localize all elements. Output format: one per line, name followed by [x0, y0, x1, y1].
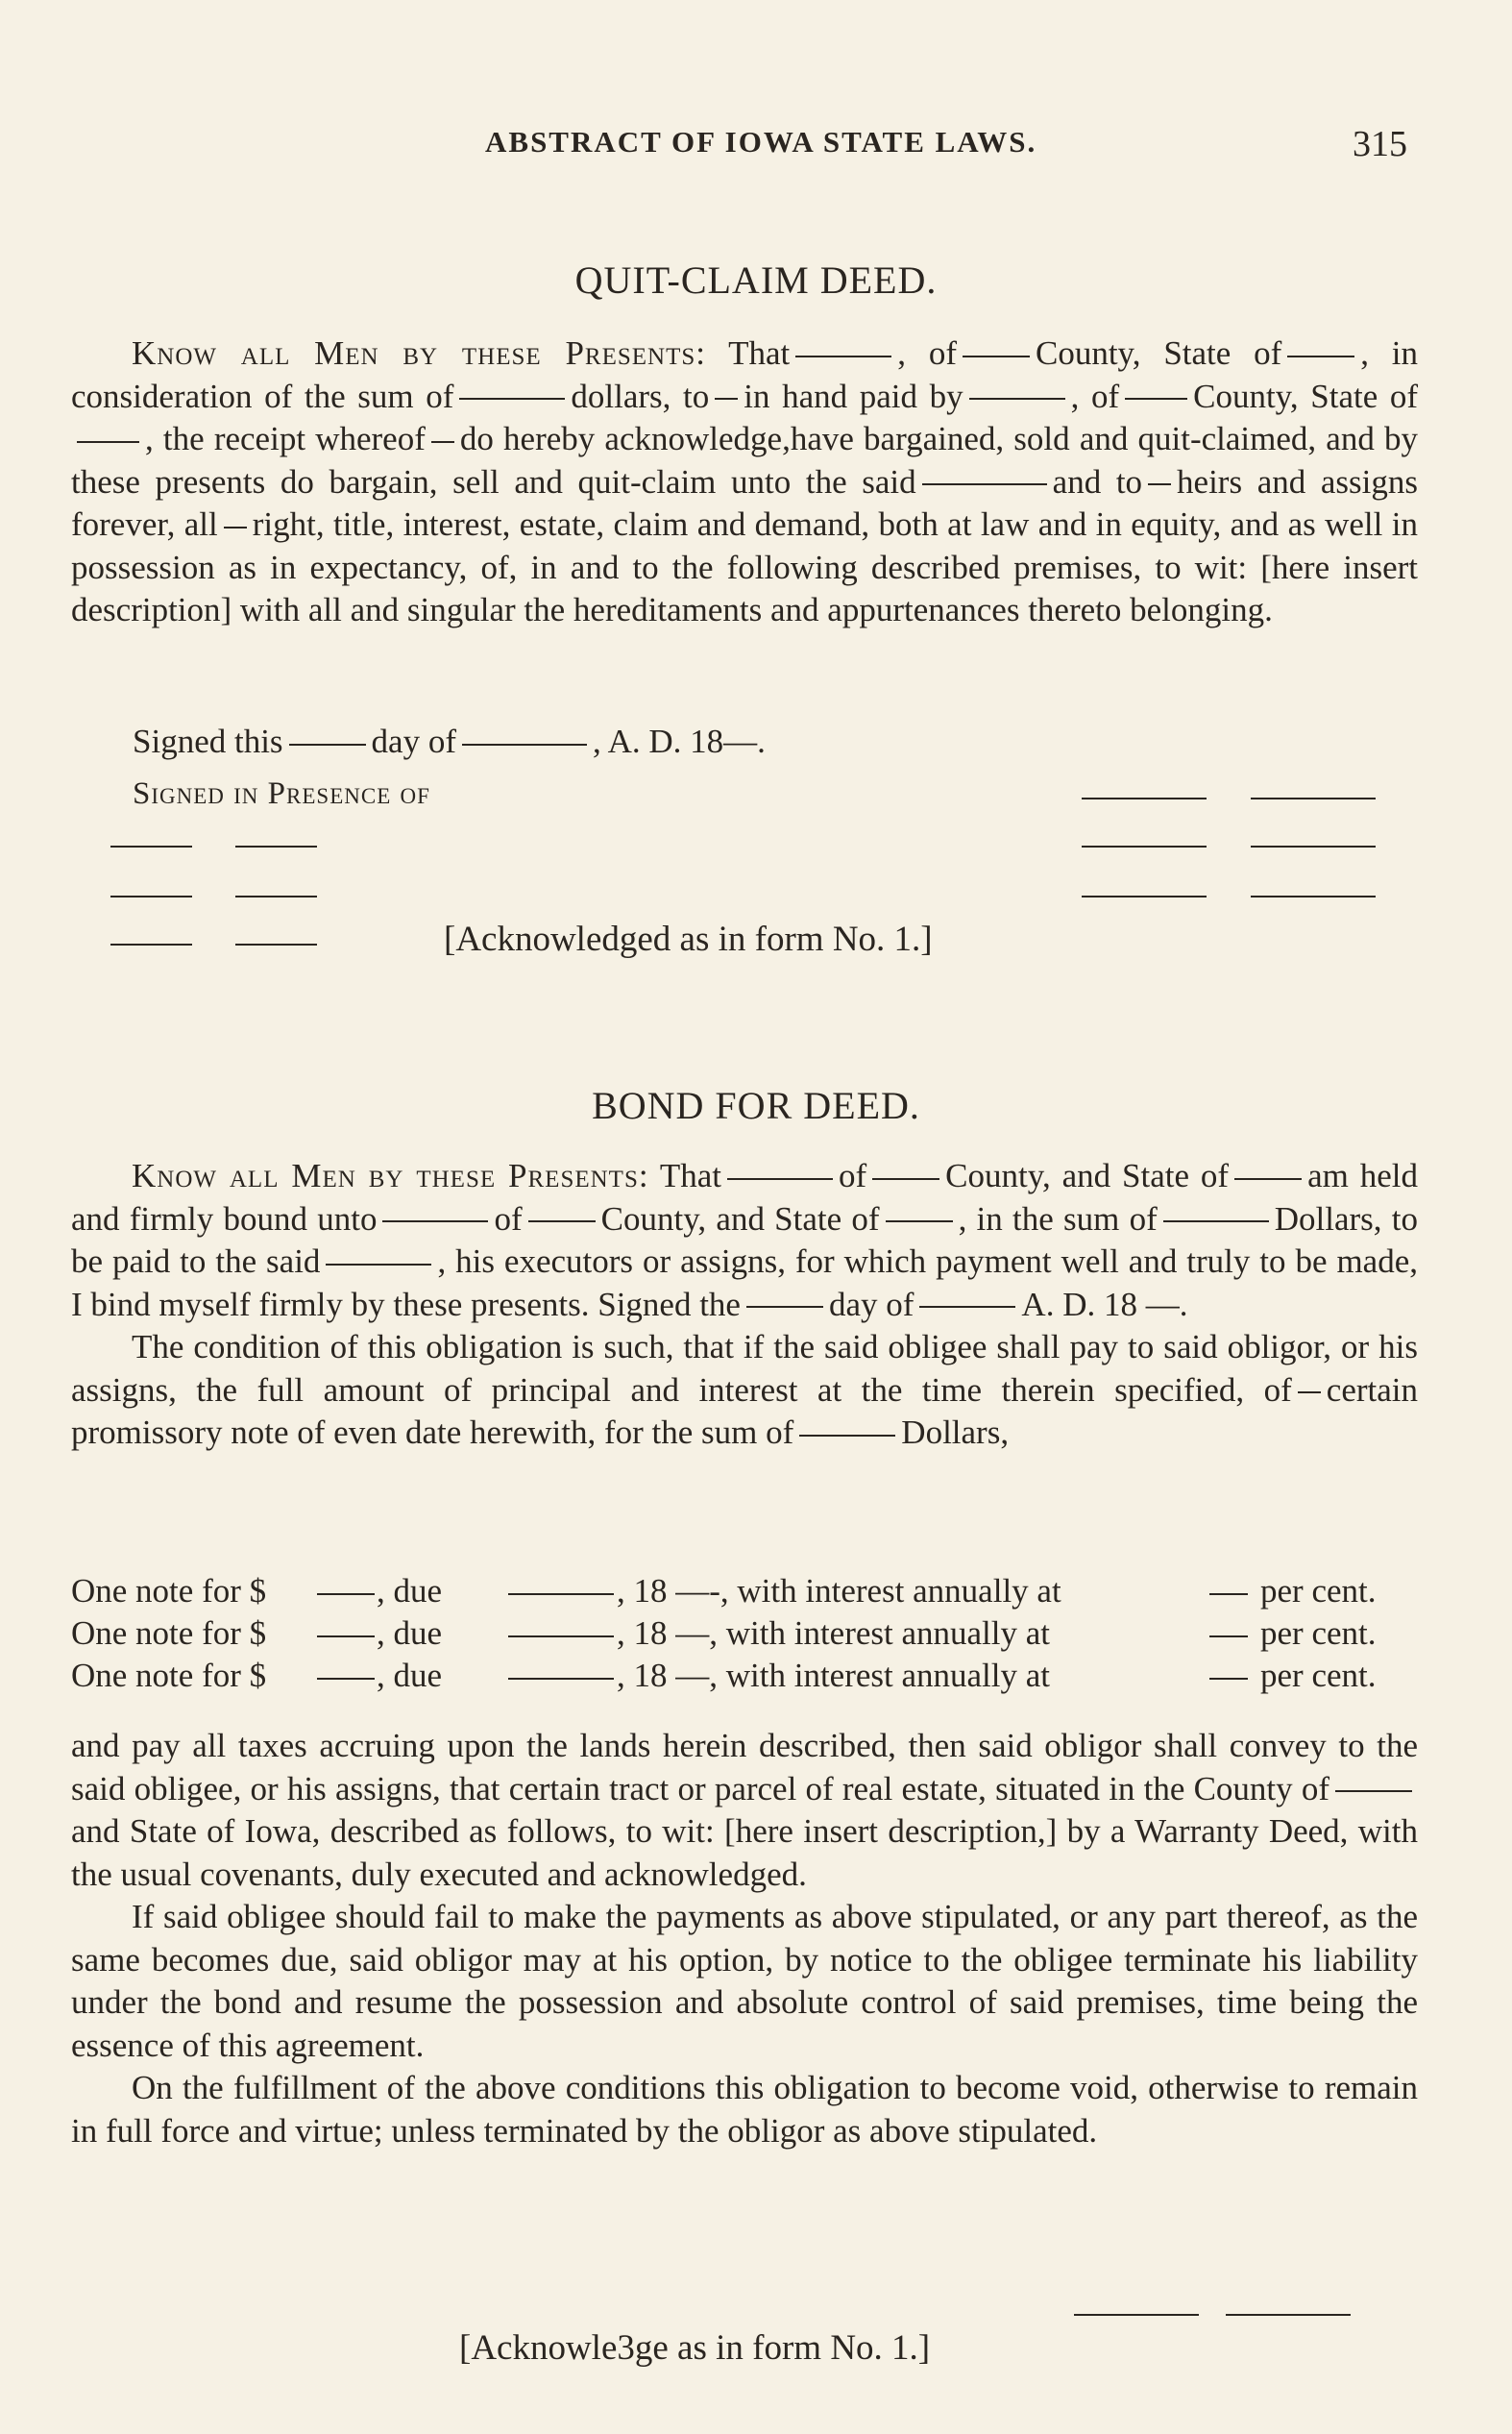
text-run: One note for $ — [71, 1572, 267, 1610]
text-run: and State of Iowa, described as follows, to wit: [here insert description,] by a Warranty Deed, with the usual covenants, duly executed and acknowledged. — [71, 1812, 1418, 1893]
text-run: County, State of — [1193, 377, 1419, 415]
blank-line — [746, 1306, 823, 1308]
signature-line — [1074, 2314, 1199, 2316]
text-run: certain promissory note of even date herewith, for the sum of — [71, 1370, 1418, 1451]
note-row — [71, 1657, 1418, 1699]
running-head: ABSTRACT OF IOWA STATE LAWS. — [485, 125, 1037, 159]
blank-line — [508, 1635, 614, 1637]
blank-line — [431, 441, 454, 443]
blank-line — [317, 1593, 375, 1595]
text-run: , in consideration of the sum of — [71, 334, 1419, 415]
text-run: , 18 —, with interest annually at — [617, 1657, 1051, 1694]
page-number: 315 — [1353, 124, 1407, 164]
blank-line — [326, 1264, 431, 1266]
bond-title: BOND FOR DEED. — [592, 1084, 920, 1127]
text-run: heirs and assigns forever, all — [71, 462, 1418, 543]
signature-line — [1226, 2314, 1351, 2316]
blank-line — [922, 483, 1047, 485]
text-run: , due — [377, 1572, 443, 1610]
text-run: and pay all taxes accruing upon the lands herein described, then said obligor shall convey to the said obligee, or his assigns, that certain tract or parcel of real estate, situated in the County of — [71, 1727, 1418, 1807]
text-run: per cent. — [1260, 1614, 1377, 1652]
text-run: per cent. — [1260, 1657, 1377, 1694]
witness-line — [110, 896, 192, 897]
blank-line — [1209, 1593, 1248, 1595]
witness-line — [110, 846, 192, 848]
text-run: State of — [1163, 334, 1282, 372]
blank-line — [317, 1635, 375, 1637]
blank-line — [508, 1593, 614, 1595]
blank-line — [969, 398, 1065, 400]
text-run: in hand paid by — [744, 377, 963, 415]
text-run: per cent. — [1260, 1572, 1377, 1610]
text-run: day of — [828, 1285, 915, 1323]
text-run: One note for $ — [71, 1614, 267, 1652]
blank-line — [963, 356, 1030, 357]
blank-line — [462, 744, 587, 746]
witness-line — [110, 944, 192, 946]
text-run: A. D. 18 —. — [1021, 1285, 1188, 1323]
page-header — [0, 125, 1512, 173]
text-run: , the receipt whereof — [145, 420, 426, 457]
text-run: right, title, interest, estate, claim and demand, both at law and in equity, and as well in possession as in expectancy, of, in and to the following described premises, to wit: [here insert description] with all and singular the hereditaments and appurtenances thereto belonging. — [71, 505, 1418, 628]
blank-line — [1209, 1678, 1248, 1680]
blank-line — [795, 356, 891, 357]
signed-line — [133, 723, 766, 761]
acknowledge-note: [Acknowle3ge as in form No. 1.] — [459, 2328, 931, 2368]
text-run: of — [839, 1157, 867, 1194]
signature-line — [1251, 798, 1376, 799]
text-run: and to — [1052, 462, 1143, 501]
text-run: dollars, to — [571, 377, 710, 415]
text-run: , in the sum of — [958, 1199, 1158, 1238]
quit-claim-body — [71, 332, 1418, 632]
note-row — [71, 1614, 1418, 1657]
text-run: The condition of this obligation is such, that if the said obligee shall pay to said obligor, or his assigns, the full amount of principal and interest at the time therein specified, of — [71, 1328, 1418, 1409]
text-run: Signed this — [133, 723, 283, 760]
text-run: , due — [377, 1614, 443, 1652]
text-run: One note for $ — [71, 1657, 267, 1694]
signature-line — [1082, 846, 1207, 848]
blank-line — [872, 1178, 939, 1180]
blank-line — [1287, 356, 1354, 357]
blank-line — [919, 1306, 1015, 1308]
blank-line — [886, 1220, 953, 1222]
text-run: of — [494, 1199, 523, 1238]
text-run: , due — [377, 1657, 443, 1694]
witness-line — [235, 846, 317, 848]
text-run: County, and State of — [600, 1199, 880, 1238]
signature-line — [1082, 798, 1207, 799]
text-run: Dollars, — [901, 1414, 1010, 1451]
blank-line — [799, 1435, 895, 1437]
text-run: , 18 —, with interest annually at — [617, 1614, 1051, 1652]
default-paragraph: If said obligee should fail to make the payments as above stipulated, or any part thereof, as the same becomes due, said obligor may at his option, by notice to the obligee terminate his liability under the bond and resume the possession and absolute control of said premises, time being the essence of this agreement. — [71, 1898, 1418, 2064]
text-run: That — [659, 1157, 721, 1194]
blank-line — [1335, 1790, 1412, 1792]
fulfillment-paragraph: On the fulfillment of the above conditions this obligation to become void, otherwise to remain in full force and virtue; unless terminated by the obligor as above stipulated. — [71, 2069, 1418, 2150]
blank-line — [317, 1678, 375, 1680]
blank-line — [528, 1220, 596, 1222]
text-run: County, and State of — [945, 1157, 1230, 1194]
blank-line — [1163, 1220, 1269, 1222]
text-run: am held and firmly bound unto — [71, 1157, 1419, 1238]
quit-claim-title: QUIT-CLAIM DEED. — [574, 258, 938, 302]
signature-line — [1251, 896, 1376, 897]
text-run: Dollars, to be paid to the said — [71, 1199, 1418, 1280]
bond-body — [71, 1155, 1418, 1455]
text-run: That — [728, 334, 791, 372]
witness-line — [235, 944, 317, 946]
acknowledged-note: [Acknowledged as in form No. 1.] — [444, 920, 933, 959]
signature-line — [1082, 896, 1207, 897]
blank-line — [1209, 1635, 1248, 1637]
text-run: , of — [1070, 377, 1120, 415]
bond-conditions — [71, 1725, 1418, 2152]
text-run: County, — [1035, 334, 1141, 372]
opening-phrase: Know all Men by these Presents: — [132, 1157, 649, 1194]
signed-in-presence: Signed in Presence of — [133, 776, 430, 811]
blank-line — [382, 1220, 488, 1222]
text-run: , A. D. 18—. — [593, 723, 766, 760]
text-run: , of — [897, 334, 957, 372]
text-run: do hereby acknowledge,have bargained, sold and quit-claimed, and by these presents do bargain, sell and quit-claim unto the said — [71, 420, 1419, 501]
blank-line — [1125, 398, 1187, 400]
blank-line — [224, 527, 247, 529]
signature-line — [1251, 846, 1376, 848]
note-row — [71, 1572, 1418, 1614]
blank-line — [459, 398, 565, 400]
blank-line — [1148, 483, 1171, 485]
opening-phrase: Know all Men by these Presents: — [132, 334, 706, 372]
blank-line — [715, 398, 738, 400]
blank-line — [727, 1178, 833, 1180]
blank-line — [508, 1678, 614, 1680]
blank-line — [77, 441, 139, 443]
text-run: , 18 —-, with interest annually at — [617, 1572, 1061, 1610]
blank-line — [1234, 1178, 1302, 1180]
blank-line — [289, 744, 366, 746]
blank-line — [1298, 1391, 1321, 1393]
text-run: day of — [371, 723, 456, 760]
witness-line — [235, 896, 317, 897]
text-run: , his executors or assigns, for which payment well and truly to be made, I bind myself firmly by these presents. Signed the — [71, 1242, 1418, 1323]
